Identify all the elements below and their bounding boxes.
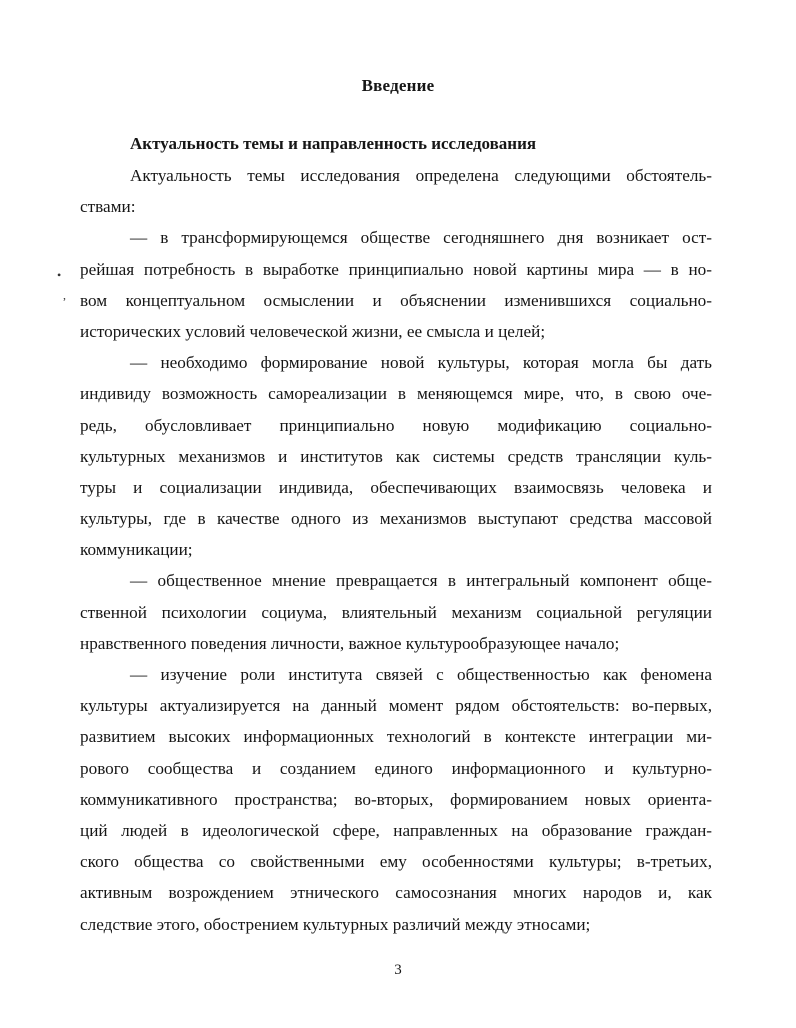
- text-line: — необходимо формирование новой культуры, которая могла бы дать: [130, 353, 712, 373]
- text-line: рового сообщества и созданием единого информационного и культурно-: [80, 758, 712, 778]
- text-line: рейшая потребность в выработке принципиально новой картины мира — в но-: [80, 259, 712, 279]
- text-line: — изучение роли института связей с общественностью как феномена: [130, 665, 712, 684]
- text-line: ского общества со свойственными ему особенностями культуры; в-третьих,: [80, 852, 712, 872]
- text-line: ций людей в идеологической сфере, направленных на образование граждан-: [80, 820, 712, 840]
- body-text: [80, 160, 712, 940]
- text-line: нравственного поведения личности, важное культурообразующее начало;: [80, 633, 620, 653]
- section-heading: Актуальность темы и направленность исследования: [130, 134, 537, 153]
- text-line: развитием высоких информационных технологий в контексте интеграции ми-: [80, 727, 712, 747]
- text-line: культуры, где в качестве одного из механизмов выступают средства массовой: [80, 509, 712, 529]
- text-line: следствие этого, обострением культурных различий между этносами;: [80, 914, 591, 934]
- text-line: — общественное мнение превращается в интегральный компонент обще-: [130, 571, 712, 591]
- scan-speck: •: [57, 268, 62, 282]
- text-line: исторических условий человеческой жизни, ее смысла и целей;: [80, 321, 546, 341]
- text-line: индивиду возможность самореализации в меняющемся мире, что, в свою оче-: [80, 384, 712, 404]
- text-line: культуры актуализируется на данный момент рядом обстоятельств: во-первых,: [80, 696, 712, 716]
- text-line: редь, обусловливает принципиально новую модификацию социально-: [80, 415, 712, 435]
- page-title: Введение: [361, 76, 435, 95]
- text-line: ственной психологии социума, влиятельный механизм социальной регуляции: [80, 602, 712, 622]
- scan-speck: ,: [63, 288, 66, 302]
- text-line: туры и социализации индивида, обеспечивающих взаимосвязь человека и: [80, 477, 712, 497]
- text-line: вом концептуальном осмыслении и объяснении изменившихся социально-: [80, 290, 712, 310]
- text-line: культурных механизмов и институтов как системы средств трансляции куль-: [80, 446, 712, 466]
- text-line: ствами:: [80, 197, 136, 217]
- text-line: коммуникативного пространства; во-вторых, формированием новых ориента-: [80, 789, 712, 809]
- text-line: Актуальность темы исследования определена следующими обстоятель-: [130, 166, 712, 185]
- text-line: — в трансформирующемся обществе сегодняшнего дня возникает ост-: [130, 228, 712, 248]
- text-line: коммуникации;: [80, 540, 193, 560]
- page-number: 3: [394, 962, 402, 978]
- text-line: активным возрождением этнического самосознания многих народов и, как: [80, 883, 712, 903]
